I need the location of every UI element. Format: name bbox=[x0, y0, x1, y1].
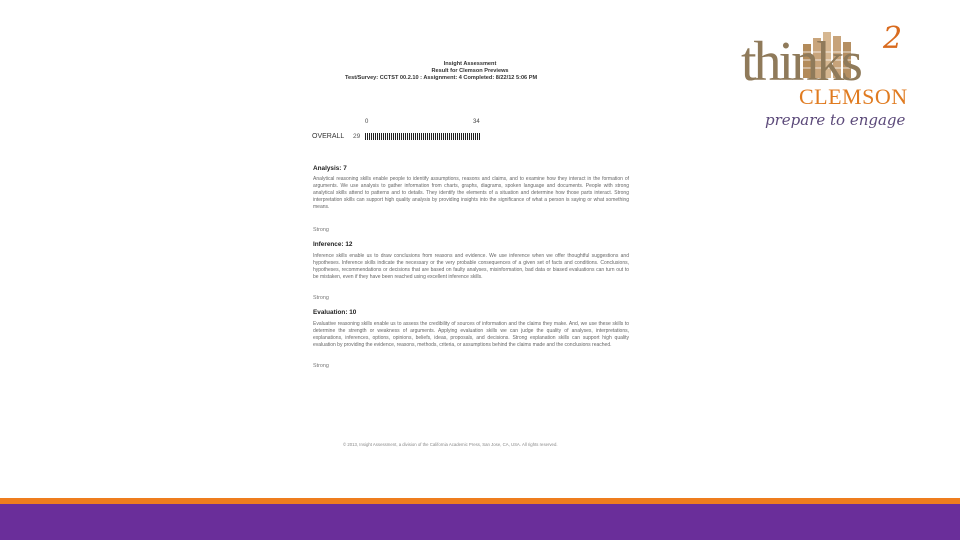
scale-max-label: 34 bbox=[473, 119, 480, 125]
report-footer: © 2013, Insight Assessment, a division of the California Academic Press, San Jose, CA, USA. All rights reserved. bbox=[343, 442, 558, 447]
thinks2-clemson-logo bbox=[735, 22, 940, 137]
section-text-analysis: Analytical reasoning skills enable people to identify assumptions, reasons and claims, and to examine how they interact in the formation of arguments. We use analysis to gather information from charts, graphs, diagrams, spoken language and documents. People with strong analytical skills attend to patterns and to details. They identify the elements of a situation and determine how those parts interact. Strong interpretation skills can support high quality analysis by providing insights into the significance of what a person is saying or what something means. bbox=[313, 176, 629, 210]
footer-band-purple bbox=[0, 504, 960, 540]
overall-label: OVERALL bbox=[312, 133, 345, 140]
logo-tagline: prepare to engage bbox=[765, 111, 906, 129]
logo-word: thinks bbox=[741, 31, 860, 93]
section-text-evaluation: Evaluative reasoning skills enable us to assess the credibility of sources of information and the claims they make. And, we use these skills to determine the strength or weakness of arguments. Applying evaluation skills we can judge the quality of analyses, interpretations, explanations, inferences, options, opinions, beliefs, ideas, proposals, and decisions. Strong explanation skills can support high quality evaluation by providing the evidence, reasons, methods, criteria, or assumptions behind the claims made and the conclusions reached. bbox=[313, 321, 629, 348]
logo-superscript: 2 bbox=[883, 21, 903, 56]
section-rating-analysis: Strong bbox=[313, 227, 329, 233]
section-rating-evaluation: Strong bbox=[313, 363, 329, 369]
section-title-inference: Inference: 12 bbox=[313, 241, 353, 248]
section-rating-inference: Strong bbox=[313, 295, 329, 301]
overall-score: 29 bbox=[353, 133, 361, 140]
section-title-evaluation: Evaluation: 10 bbox=[313, 309, 357, 316]
logo-clemson: CLEMSON bbox=[799, 84, 908, 109]
report-subtitle: Result for Clemson Previews bbox=[431, 68, 509, 74]
report-meta: Test/Survey: CCTST 00.2.10 : Assignment: 4 Completed: 8/22/12 5:06 PM bbox=[345, 75, 538, 81]
assessment-report bbox=[305, 55, 635, 455]
report-title: Insight Assessment bbox=[443, 61, 497, 67]
scale-min-label: 0 bbox=[365, 119, 369, 125]
overall-score-bar bbox=[365, 133, 481, 140]
section-text-inference: Inference skills enable us to draw conclusions from reasons and evidence. We use inference when we offer thoughtful suggestions and hypotheses. Inference skills indicate the necessary or the very probable consequences of a given set of facts and conditions. Conclusions, hypotheses, recommendations or decisions that are based on faulty analyses, misinformation, bad data or biased evaluations can turn out to be mistaken, even if they have been reached using excellent inference skills. bbox=[313, 253, 629, 280]
section-title-analysis: Analysis: 7 bbox=[313, 165, 347, 172]
